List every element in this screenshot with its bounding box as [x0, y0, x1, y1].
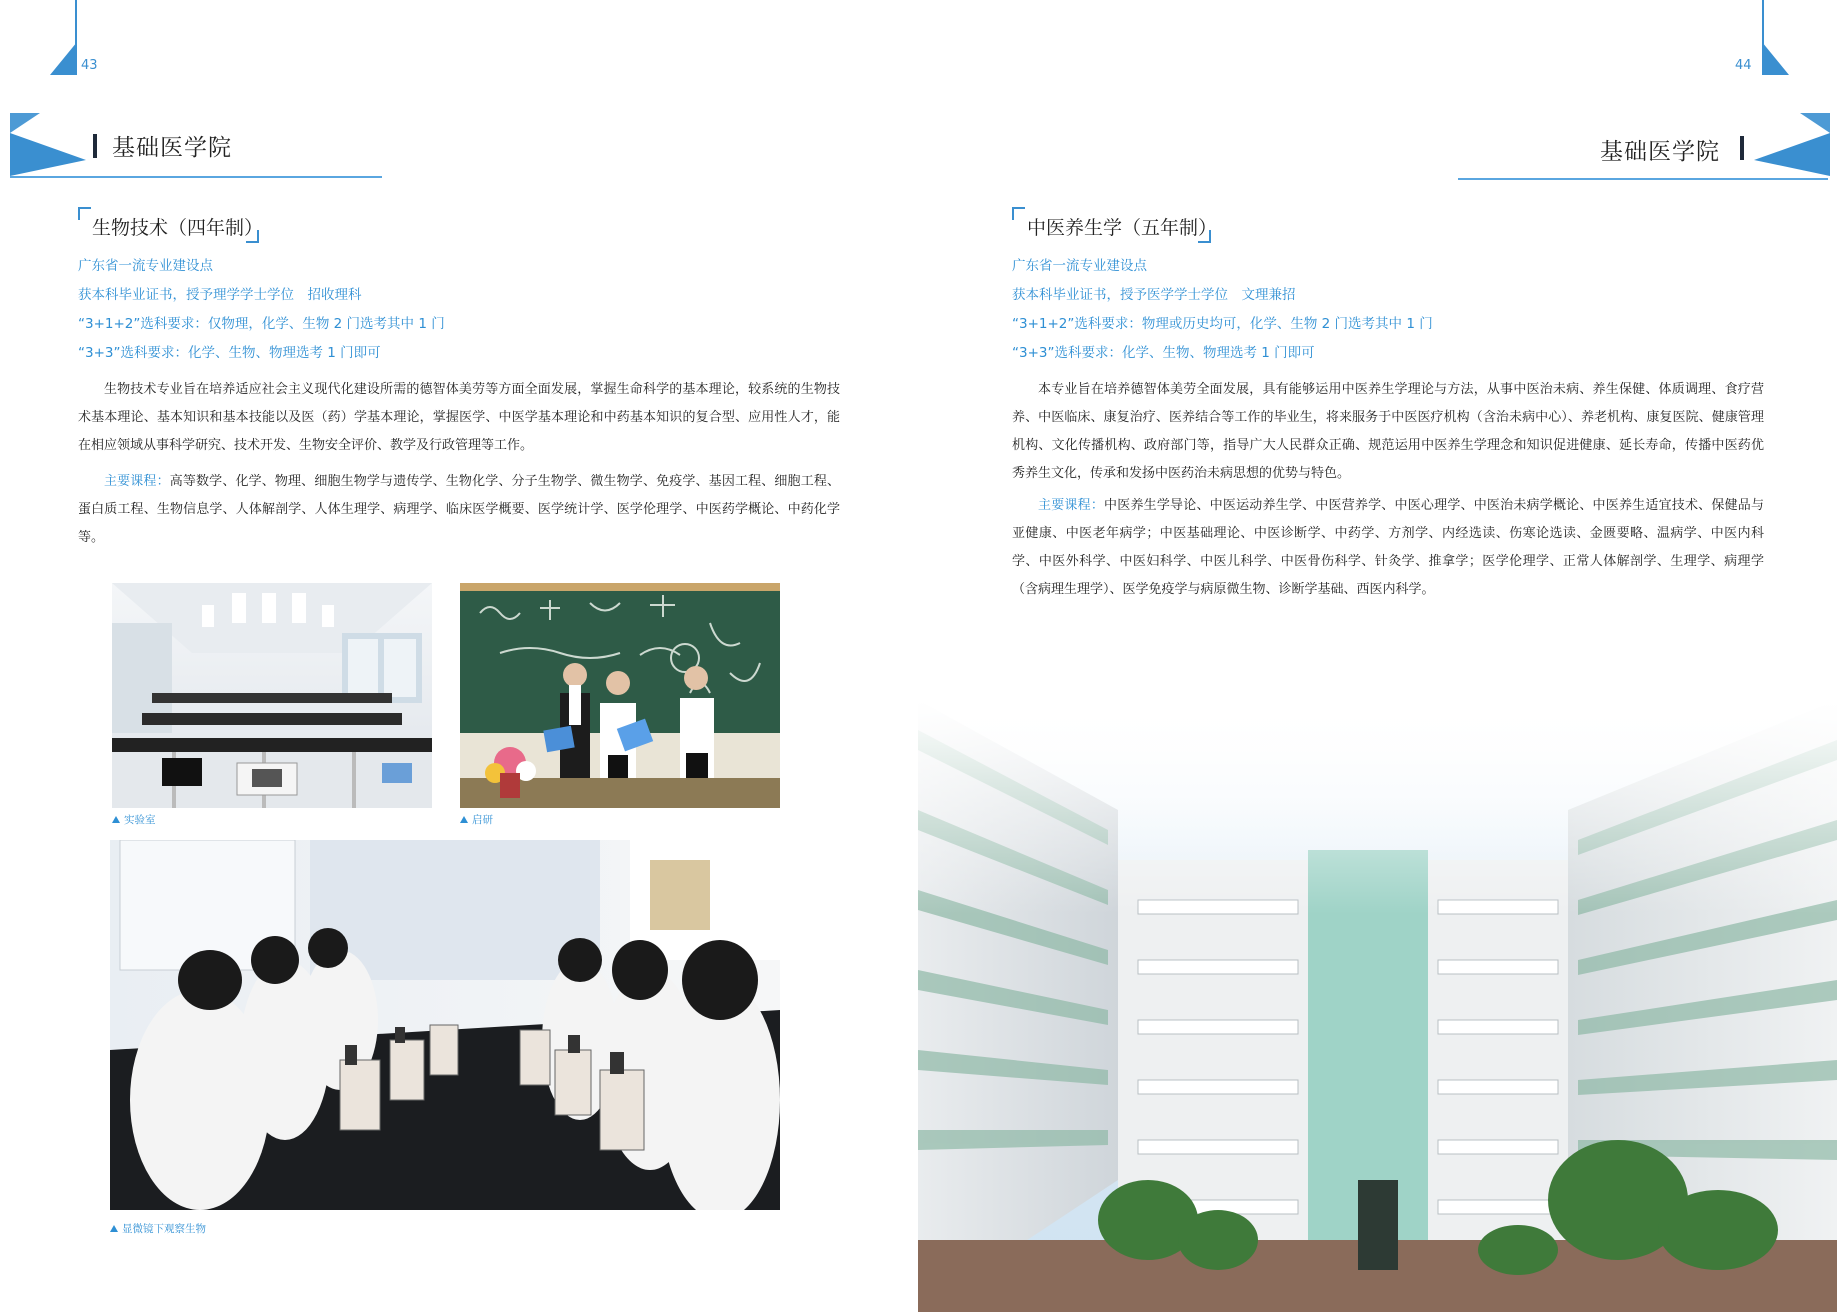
left-description: 生物技术专业旨在培养适应社会主义现代化建设所需的德智体美劳等方面全面发展，掌握生命科学的基本理论，较系统的生物技术基本理论、基本知识和基本技能以及医（药）学基本理论，掌握医学、中医学基本理论和中药基本知识的复合型、应用性人才，能在相应领域从事科学研究、技术开发、生物安全评价、教学及行政管理等工作。	[78, 382, 840, 453]
right-section-title: 基础医学院	[1600, 139, 1720, 165]
left-section-title: 基础医学院	[112, 135, 232, 161]
caption-triangle-icon	[460, 816, 468, 823]
left-courses-label: 主要课程：	[104, 474, 170, 489]
left-meta-line: “3+3”选科要求：化学、生物、物理选考 1 门即可	[78, 345, 381, 361]
microscope-photo	[110, 840, 780, 1210]
right-corner-triangle	[1762, 42, 1790, 76]
left-courses	[78, 468, 840, 552]
page-number-right: 44	[1735, 58, 1752, 73]
left-header-line	[10, 176, 382, 178]
right-courses	[1012, 492, 1764, 604]
left-courses-text: 高等数学、化学、物理、细胞生物学与遗传学、生物化学、分子生物学、微生物学、免疫学、基因工程、细胞工程、蛋白质工程、生物信息学、人体解剖学、人体生理学、病理学、临床医学概要、医学统计学、医学伦理学、中医药学概论、中药化学等。	[78, 474, 840, 545]
right-heading: 中医养生学（五年制）	[1027, 217, 1218, 239]
left-meta-line: 获本科毕业证书，授予理学学士学位 招收理科	[78, 287, 362, 303]
building-photo	[918, 700, 1837, 1312]
right-header-arrow	[1752, 110, 1832, 176]
right-meta-line: “3+1+2”选科要求：物理或历史均可，化学、生物 2 门选考其中 1 门	[1012, 316, 1433, 332]
page-number-left: 43	[81, 58, 98, 73]
caption-triangle-icon	[110, 1225, 118, 1232]
lab-photo-caption: 实验室	[112, 812, 156, 827]
right-meta-line: 获本科毕业证书，授予医学学士学位 文理兼招	[1012, 287, 1296, 303]
right-meta-line: 广东省一流专业建设点	[1012, 258, 1147, 274]
right-meta	[1012, 252, 1752, 368]
right-heading-bracket-br	[1198, 230, 1211, 243]
left-header-arrow	[8, 110, 88, 176]
right-meta-line: “3+3”选科要求：化学、生物、物理选考 1 门即可	[1012, 345, 1315, 361]
right-heading-bracket-tl	[1012, 207, 1025, 220]
left-meta	[78, 252, 778, 368]
right-courses-label: 主要课程：	[1038, 498, 1105, 513]
lab-photo	[112, 583, 432, 808]
left-meta-line: 广东省一流专业建设点	[78, 258, 213, 274]
right-header-line	[1458, 178, 1828, 180]
right-courses-text: 中医养生学导论、中医运动养生学、中医营养学、中医心理学、中医治未病学概论、中医养生适宜技术、保健品与亚健康、中医老年病学；中医基础理论、中医诊断学、中药学、方剂学、内经选读、伤寒论选读、金匮要略、温病学、中医内科学、中医外科学、中医妇科学、中医儿科学、中医骨伤科学、针灸学、推拿学；医学伦理学、正常人体解剖学、生理学、病理学（含病理生理学）、医学免疫学与病原微生物、诊断学基础、西医内科学。	[1012, 498, 1764, 597]
left-heading: 生物技术（四年制）	[92, 217, 264, 239]
left-corner-triangle	[50, 42, 78, 76]
right-section-bar	[1740, 136, 1744, 160]
left-heading-bracket-tl	[78, 207, 91, 220]
left-section-bar	[93, 134, 97, 158]
left-meta-line: “3+1+2”选科要求：仅物理，化学、生物 2 门选考其中 1 门	[78, 316, 445, 332]
caption-triangle-icon	[112, 816, 120, 823]
presentation-photo	[460, 583, 780, 808]
presentation-photo-caption: 启研	[460, 812, 493, 827]
right-description: 本专业旨在培养德智体美劳全面发展，具有能够运用中医养生学理论与方法，从事中医治未病、养生保健、体质调理、食疗营养、中医临床、康复治疗、医养结合等工作的毕业生，将来服务于中医医疗机构（含治未病中心）、养老机构、康复医院、健康管理机构、文化传播机构、政府部门等，指导广大人民群众正确、规范运用中医养生学理念和知识促进健康、延长寿命，传播中医药优秀养生文化，传承和发扬中医药治未病思想的优势与特色。	[1012, 382, 1764, 481]
microscope-photo-caption: 显微镜下观察生物	[110, 1221, 206, 1236]
left-heading-bracket-br	[246, 230, 259, 243]
